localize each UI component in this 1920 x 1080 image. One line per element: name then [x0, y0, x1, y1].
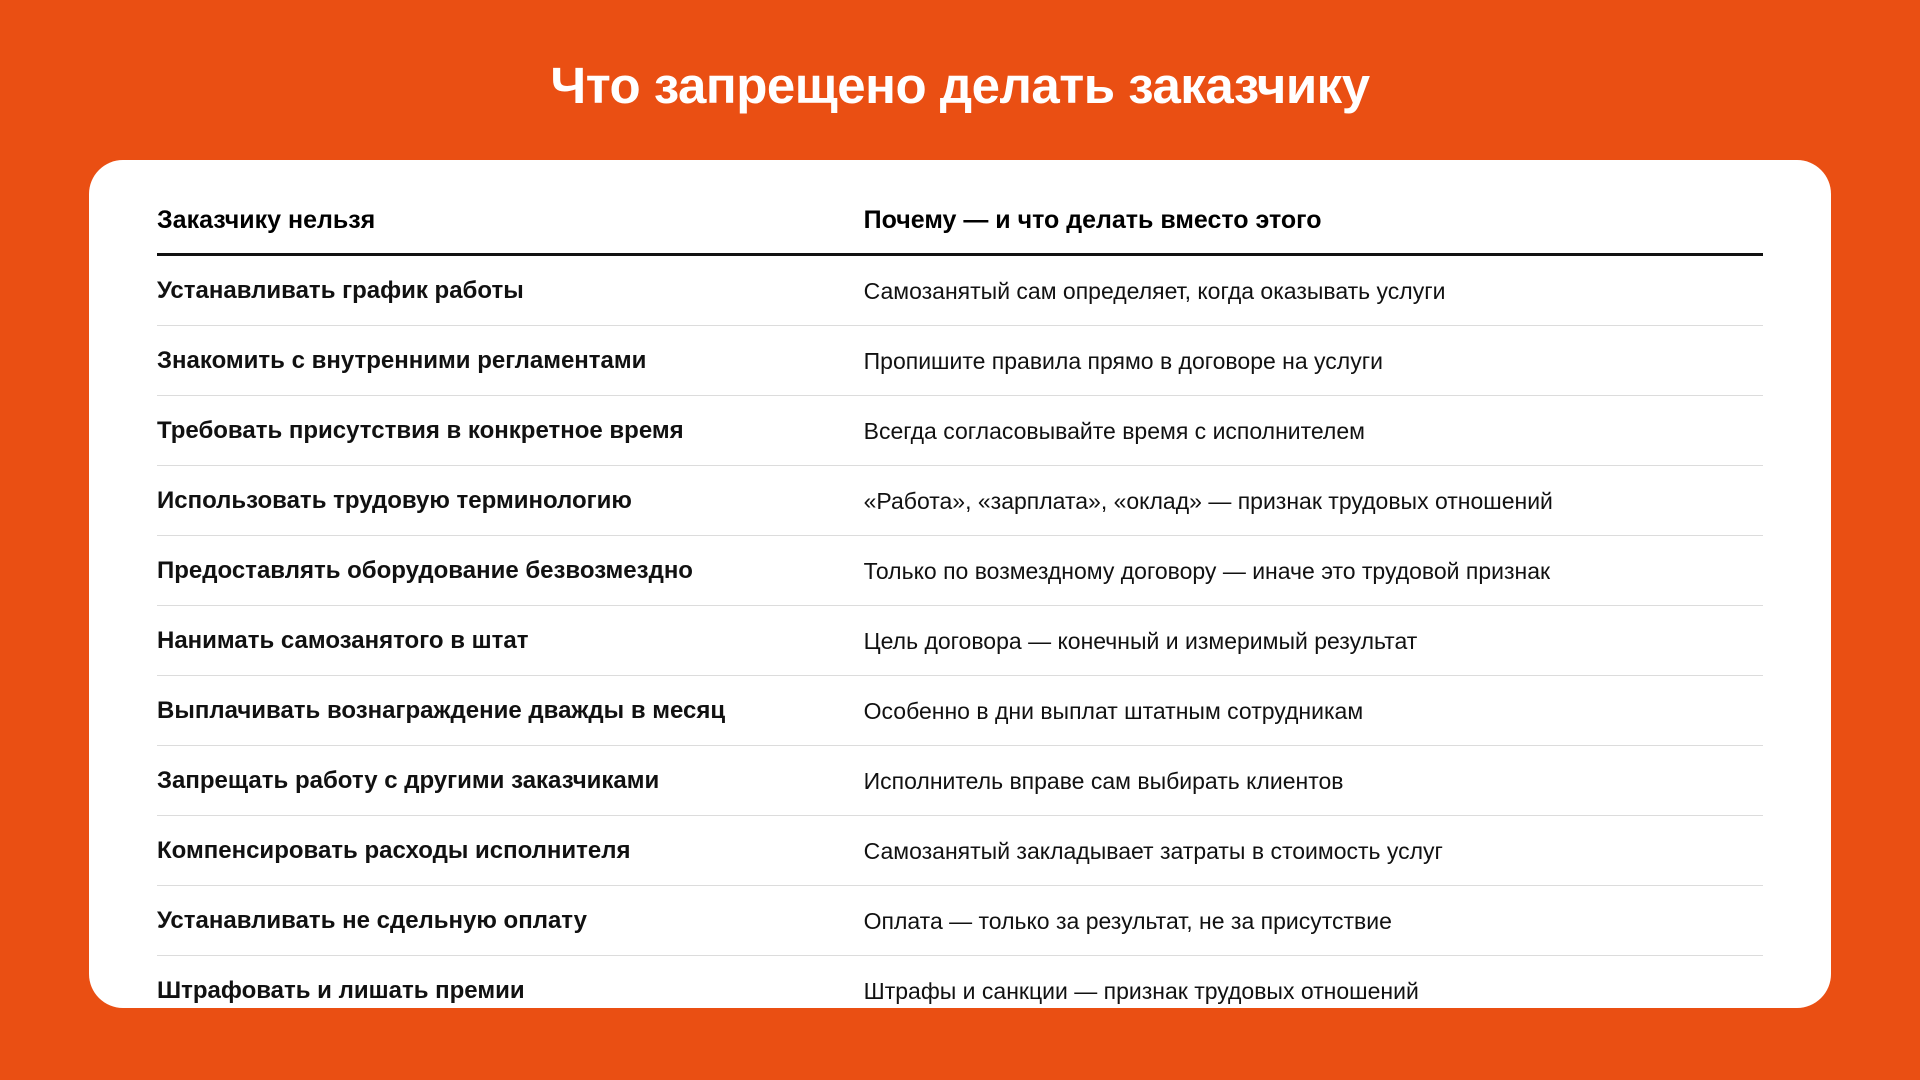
column-header-forbidden: Заказчику нельзя	[157, 200, 864, 255]
table-row	[157, 676, 1763, 746]
table-row	[157, 886, 1763, 956]
table-header	[157, 200, 1763, 255]
cell-forbidden: Предоставлять оборудование безвозмездно	[157, 536, 864, 606]
table-row	[157, 326, 1763, 396]
table-row	[157, 816, 1763, 886]
cell-forbidden: Знакомить с внутренними регламентами	[157, 326, 864, 396]
cell-why: «Работа», «зарплата», «оклад» — признак трудовых отношений	[864, 466, 1763, 536]
cell-why: Самозанятый закладывает затраты в стоимость услуг	[864, 816, 1763, 886]
table-row	[157, 466, 1763, 536]
cell-forbidden: Использовать трудовую терминологию	[157, 466, 864, 536]
table-row	[157, 746, 1763, 816]
table-body	[157, 255, 1763, 1026]
page-title: Что запрещено делать заказчику	[550, 57, 1370, 114]
cell-forbidden: Штрафовать и лишать премии	[157, 977, 525, 1005]
table-header-row	[157, 200, 1763, 255]
column-header-why: Почему — и что делать вместо этого	[864, 200, 1763, 255]
cell-why: Всегда согласовывайте время с исполнителем	[864, 396, 1763, 466]
cell-why: Только по возмездному договору — иначе это трудовой признак	[864, 536, 1763, 606]
cell-why: Пропишите правила прямо в договоре на услуги	[864, 326, 1763, 396]
cell-forbidden: Требовать присутствия в конкретное время	[157, 396, 864, 466]
cell-why: Оплата — только за результат, не за присутствие	[864, 886, 1763, 956]
cell-forbidden: Запрещать работу с другими заказчиками	[157, 746, 864, 816]
cell-forbidden: Устанавливать график работы	[157, 255, 864, 326]
cell-why: Самозанятый сам определяет, когда оказывать услуги	[864, 255, 1763, 326]
cell-forbidden: Компенсировать расходы исполнителя	[157, 816, 864, 886]
cell-forbidden: Нанимать самозанятого в штат	[157, 606, 864, 676]
rules-table	[157, 200, 1763, 1025]
rules-card	[89, 160, 1831, 1008]
table-row	[157, 396, 1763, 466]
cell-forbidden: Устанавливать не сдельную оплату	[157, 886, 864, 956]
table-row	[157, 956, 1763, 1026]
table-row	[157, 536, 1763, 606]
cell-why: Особенно в дни выплат штатным сотрудникам	[864, 676, 1763, 746]
table-row	[157, 606, 1763, 676]
table-row	[157, 255, 1763, 326]
cell-why: Исполнитель вправе сам выбирать клиентов	[864, 746, 1763, 816]
cell-forbidden: Выплачивать вознаграждение дважды в месяц	[157, 676, 864, 746]
cell-why: Цель договора — конечный и измеримый результат	[864, 606, 1763, 676]
cell-why: Штрафы и санкции — признак трудовых отношений	[863, 977, 1419, 1004]
